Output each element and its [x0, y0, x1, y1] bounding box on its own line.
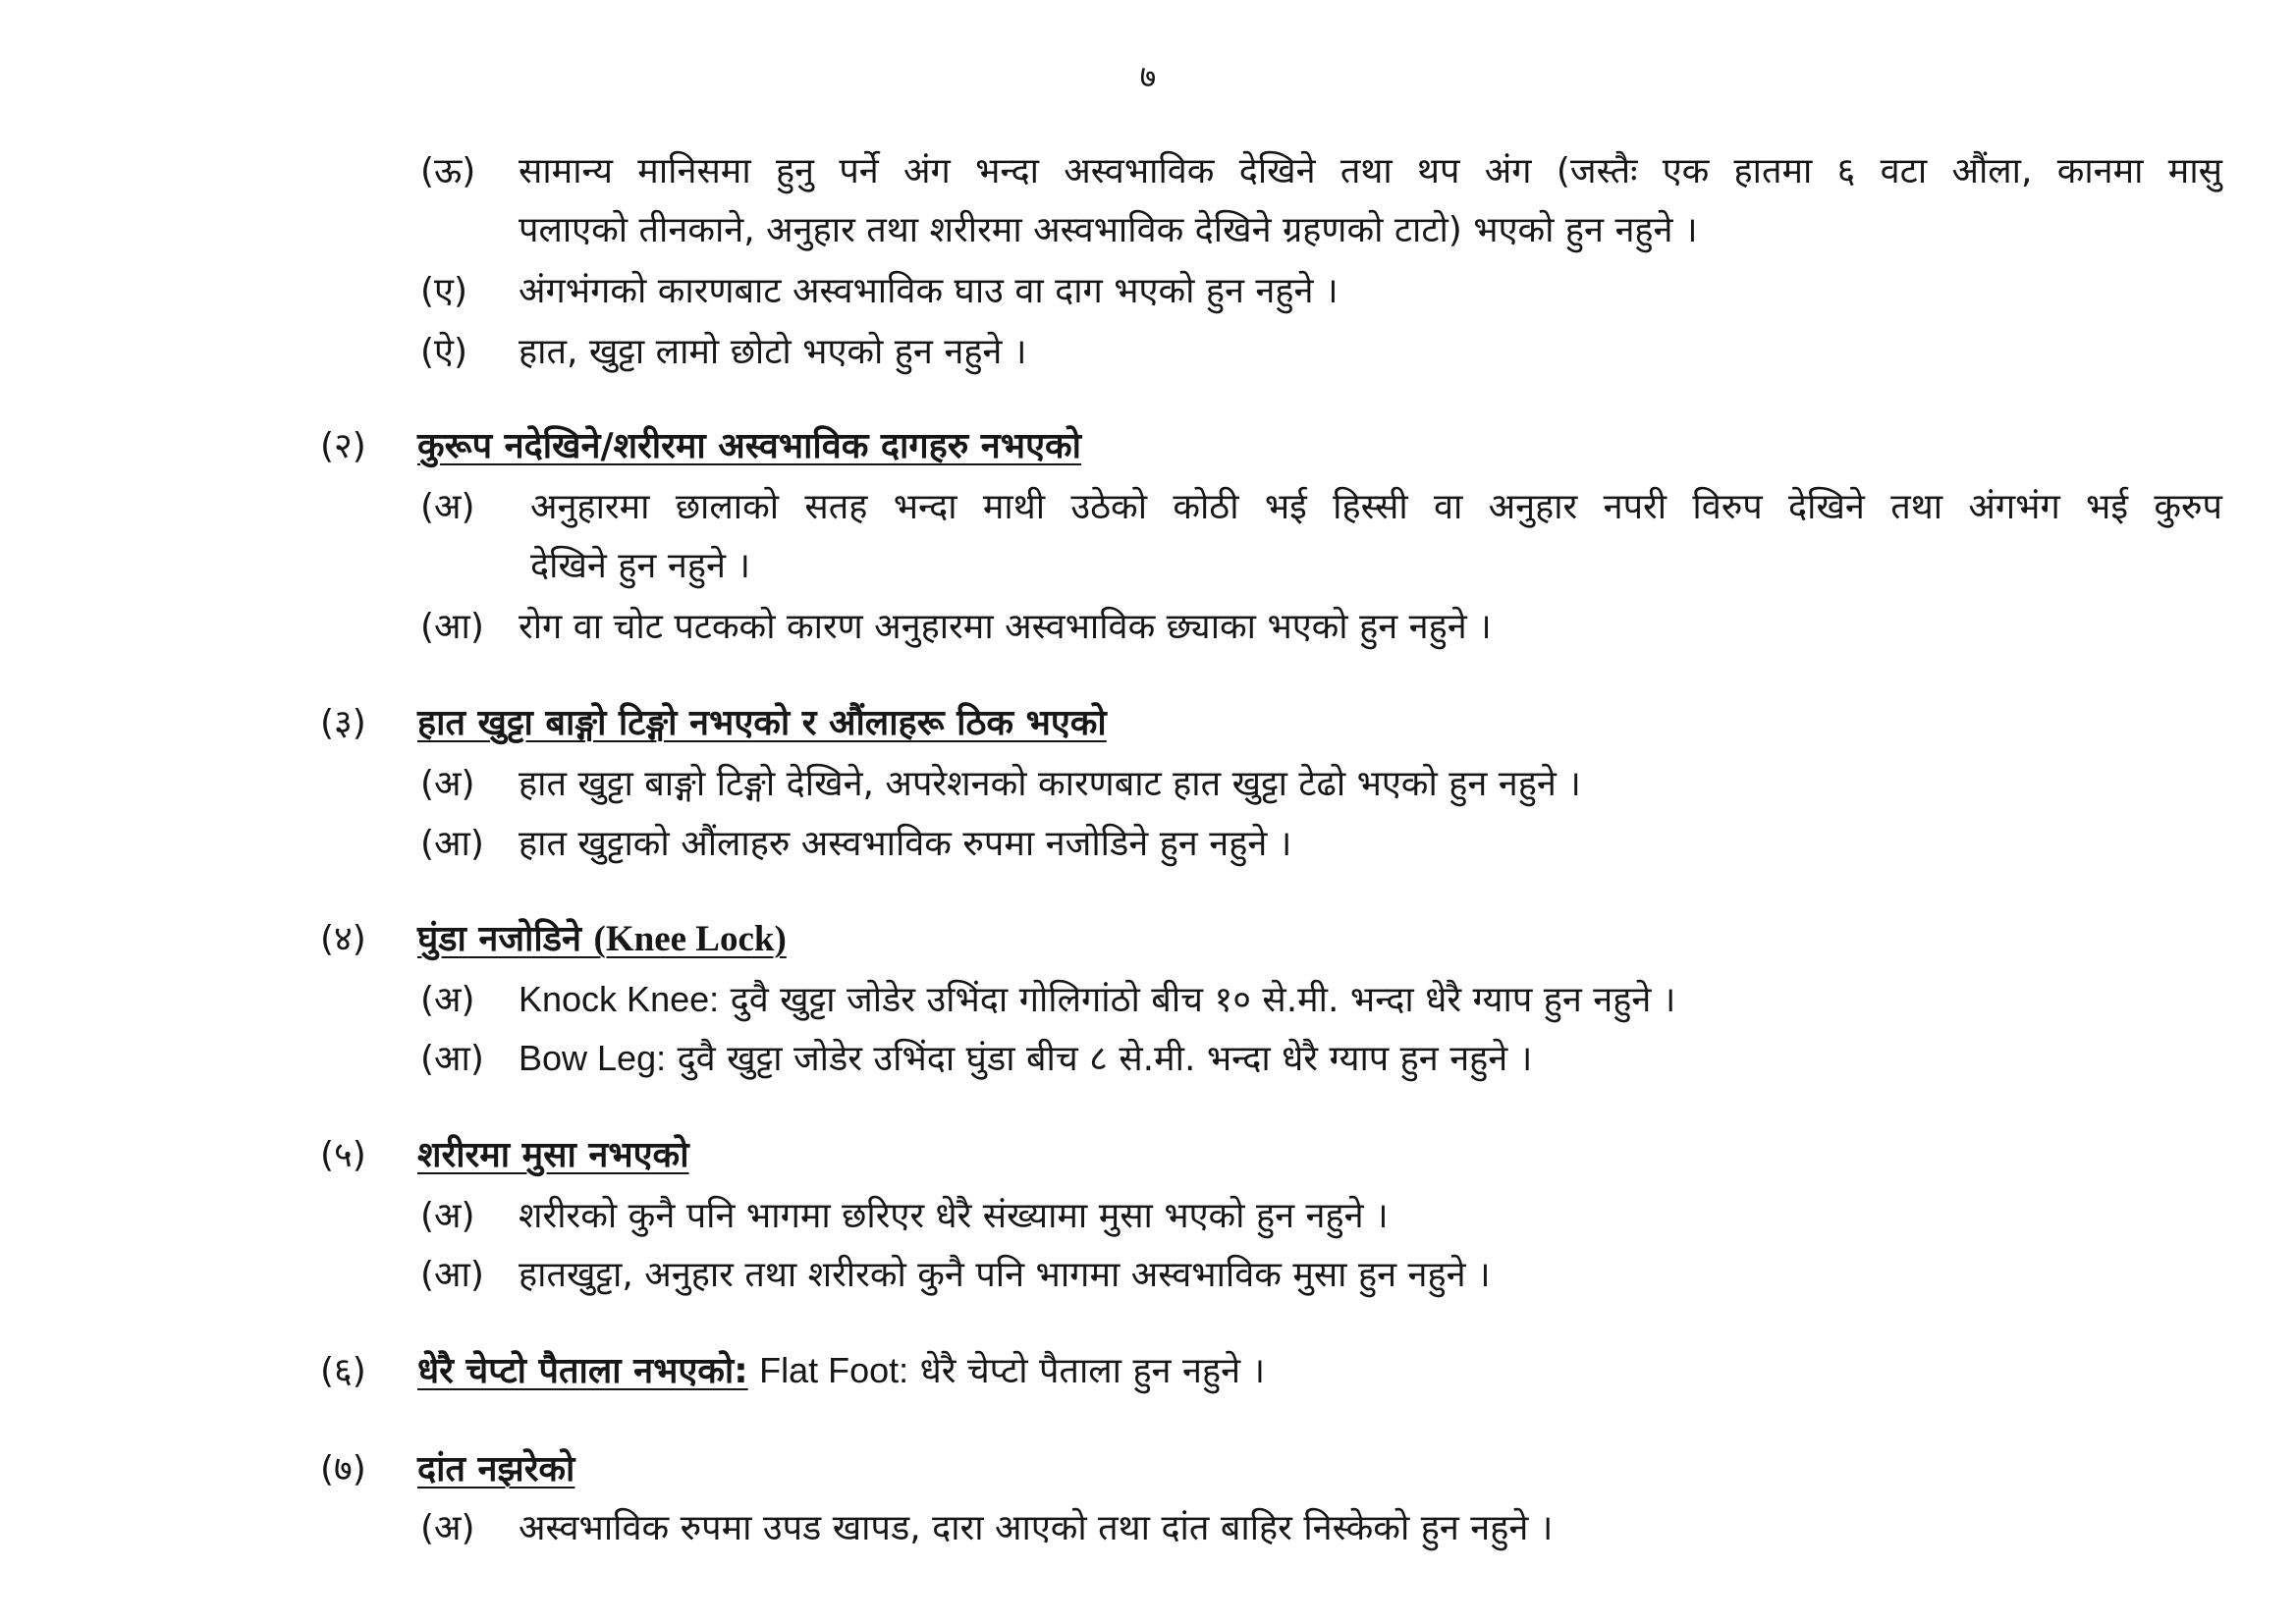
item-label: (अ) [420, 1196, 475, 1236]
item-term: Bow Leg: [519, 1038, 667, 1078]
item-description: दुवै खुट्टा जोडेर उभिंदा घुंडा बीच ८ से.मी. भन्दा धेरै ग्याप हुन नहुने । [677, 1039, 1533, 1079]
item-label: (ऐ) [420, 332, 467, 372]
item-text: हातखुट्टा, अनुहार तथा शरीरको कुनै पनि भागमा अस्वभाविक मुसा हुन नहुने । [519, 1255, 1491, 1295]
item-text: हात, खुट्टा लामो छोटो भएको हुन नहुने । [519, 332, 1027, 372]
item-text-continued: देखिने हुन नहुने । [530, 546, 751, 586]
item-text: अनुहारमा छालाको सतह भन्दा माथी उठेको कोठी भई हिस्सी वा अनुहार नपरी विरुप देखिने तथा अंगभंग भई कुरुप [530, 487, 2222, 527]
item-text: सामान्य मानिसमा हुनु पर्ने अंग भन्दा अस्वभाविक देखिने तथा थप अंग (जस्तैः एक हातमा ६ वटा औंला, कानमा मासु [519, 151, 2222, 191]
item-text-continued: पलाएको तीनकाने, अनुहार तथा शरीरमा अस्वभाविक देखिने ग्रहणको टाटो) भएको हुन नहुने । [519, 210, 1698, 250]
section-number: (४) [320, 919, 366, 959]
section-number: (६) [320, 1351, 366, 1391]
item-text [519, 974, 1675, 1022]
item-label: (अ) [420, 1508, 475, 1548]
item-text: रोग वा चोट पटकको कारण अनुहारमा अस्वभाविक छ्याका भएको हुन नहुने । [519, 607, 1492, 647]
item-text: अंगभंगको कारणबाट अस्वभाविक घाउ वा दाग भएको हुन नहुने । [519, 271, 1339, 311]
section-heading: शरीरमा मुसा नभएको [417, 1135, 689, 1175]
section-number: (३) [320, 703, 366, 743]
item-label: (अ) [420, 980, 475, 1020]
item-label: (अ) [420, 487, 475, 527]
section-number: (५) [320, 1135, 366, 1175]
section-heading: हात खुट्टा बाङ्गो टिङ्गो नभएको र औंलाहरू ठिक भएको [417, 703, 1107, 743]
section-heading-text: घुंडा नजोडिने [417, 919, 581, 959]
item-label: (ऊ) [420, 151, 476, 191]
item-text: हात खुट्टा बाङ्गो टिङ्गो देखिने, अपरेशनको कारणबाट हात खुट्टा टेढो भएको हुन नहुने । [519, 764, 1581, 804]
section-number: (७) [320, 1449, 366, 1489]
item-label: (आ) [420, 607, 484, 647]
section-heading [417, 913, 787, 961]
section-heading: कुरूप नदेखिने/शरीरमा अस्वभाविक दागहरु नभएको [417, 426, 1081, 466]
item-text [519, 1033, 1532, 1081]
item-term: Knock Knee: [519, 979, 720, 1019]
item-label: (आ) [420, 1255, 484, 1295]
item-label: (ए) [420, 271, 467, 311]
section-number: (२) [320, 426, 366, 466]
item-label: (आ) [420, 1039, 484, 1079]
item-description: धेरै चेप्टो पैताला हुन नहुने । [919, 1351, 1266, 1391]
section-heading-latin: (Knee Lock) [593, 919, 787, 959]
item-text: शरीरको कुनै पनि भागमा छरिएर धेरै संख्यामा मुसा भएको हुन नहुने । [519, 1196, 1389, 1236]
section-heading: धेरै चेप्टो पैताला नभएको: [417, 1351, 748, 1391]
item-text: हात खुट्टाको औंलाहरु अस्वभाविक रुपमा नजोडिने हुन नहुने । [519, 824, 1292, 864]
item-label: (अ) [420, 764, 475, 804]
item-text: अस्वभाविक रुपमा उपड खापड, दारा आएको तथा दांत बाहिर निस्केको हुन नहुने । [519, 1508, 1554, 1548]
item-label: (आ) [420, 824, 484, 864]
page-number: ७ [1139, 58, 1157, 95]
item-description: दुवै खुट्टा जोडेर उभिंदा गोलिगांठो बीच १० से.मी. भन्दा धेरै ग्याप हुन नहुने । [730, 980, 1676, 1020]
section-heading-row [417, 1345, 1265, 1393]
item-term: Flat Foot: [759, 1350, 909, 1390]
section-heading: दांत नझरेको [417, 1449, 575, 1489]
